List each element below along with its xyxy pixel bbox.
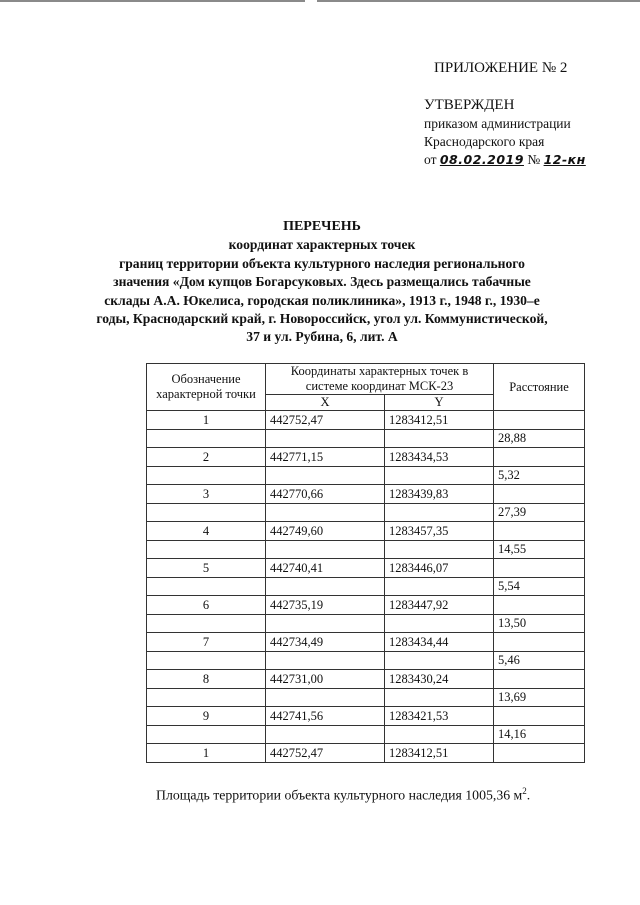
empty-cell: [494, 448, 585, 467]
table-row: [147, 744, 585, 763]
empty-cell: [266, 504, 385, 522]
empty-cell: [494, 411, 585, 430]
table-row: [147, 670, 585, 689]
x-value: 442734,49: [266, 633, 385, 652]
empty-cell: [494, 707, 585, 726]
distance-row: [147, 726, 585, 744]
point-label: 1: [147, 411, 266, 430]
table-row: [147, 559, 585, 578]
area-statement: [156, 786, 530, 804]
empty-cell: [385, 689, 494, 707]
distance-value: 14,55: [494, 541, 585, 559]
distance-value: 28,88: [494, 430, 585, 448]
date-prefix: от: [424, 152, 437, 167]
top-border-line: [0, 0, 640, 2]
area-superscript: 2: [522, 786, 527, 796]
empty-cell: [147, 541, 266, 559]
x-value: 442771,15: [266, 448, 385, 467]
distance-row: [147, 615, 585, 633]
empty-cell: [266, 615, 385, 633]
y-value: 1283457,35: [385, 522, 494, 541]
title-line: годы, Краснодарский край, г. Новороссийск, угол ул. Коммунистической,: [96, 311, 548, 327]
distance-row: [147, 504, 585, 522]
date-number-line: [424, 151, 586, 169]
x-value: 442749,60: [266, 522, 385, 541]
area-text: Площадь территории объекта культурного наследия 1005,36 м: [156, 787, 523, 803]
title-line: значения «Дом купцов Богарсуковых. Здесь размещались табачные: [113, 274, 531, 290]
distance-row: [147, 689, 585, 707]
x-value: 442741,56: [266, 707, 385, 726]
title-line: границ территории объекта культурного наследия регионального: [119, 255, 525, 271]
empty-cell: [266, 541, 385, 559]
title-line: склады А.А. Юкелиса, городская поликлиника», 1913 г., 1948 г., 1930–е: [104, 292, 540, 308]
distance-row: [147, 541, 585, 559]
distance-row: [147, 652, 585, 670]
empty-cell: [147, 504, 266, 522]
coordinates-table: [146, 363, 585, 763]
distance-row: [147, 578, 585, 596]
header-point: Обозначение характерной точки: [147, 364, 266, 411]
title-line: 37 и ул. Рубина, 6, лит. А: [246, 329, 398, 345]
point-label: 5: [147, 559, 266, 578]
title-main: ПЕРЕЧЕНЬ: [283, 219, 361, 234]
point-label: 3: [147, 485, 266, 504]
y-value: 1283446,07: [385, 559, 494, 578]
empty-cell: [385, 615, 494, 633]
x-value: 442735,19: [266, 596, 385, 615]
y-value: 1283412,51: [385, 411, 494, 430]
distance-value: 14,16: [494, 726, 585, 744]
empty-cell: [385, 726, 494, 744]
empty-cell: [494, 485, 585, 504]
empty-cell: [494, 744, 585, 763]
empty-cell: [266, 467, 385, 485]
empty-cell: [494, 596, 585, 615]
distance-value: 13,50: [494, 615, 585, 633]
y-value: 1283412,51: [385, 744, 494, 763]
x-value: 442752,47: [266, 744, 385, 763]
distance-value: 13,69: [494, 689, 585, 707]
order-line: приказом администрации: [424, 116, 571, 131]
distance-value: 27,39: [494, 504, 585, 522]
handwritten-number: 12-кн: [543, 152, 586, 167]
x-value: 442752,47: [266, 411, 385, 430]
empty-cell: [266, 689, 385, 707]
empty-cell: [494, 670, 585, 689]
empty-cell: [266, 652, 385, 670]
x-value: 442740,41: [266, 559, 385, 578]
distance-value: 5,54: [494, 578, 585, 596]
empty-cell: [147, 467, 266, 485]
point-label: 9: [147, 707, 266, 726]
header-y: Y: [385, 395, 494, 411]
point-label: 4: [147, 522, 266, 541]
y-value: 1283439,83: [385, 485, 494, 504]
handwritten-date: 08.02.2019: [439, 152, 524, 167]
empty-cell: [147, 726, 266, 744]
table-row: [147, 485, 585, 504]
distance-value: 5,32: [494, 467, 585, 485]
distance-value: 5,46: [494, 652, 585, 670]
empty-cell: [266, 578, 385, 596]
empty-cell: [147, 652, 266, 670]
empty-cell: [385, 541, 494, 559]
empty-cell: [147, 615, 266, 633]
y-value: 1283421,53: [385, 707, 494, 726]
empty-cell: [147, 430, 266, 448]
region-line: Краснодарского края: [424, 134, 545, 149]
distance-row: [147, 467, 585, 485]
y-value: 1283447,92: [385, 596, 494, 615]
empty-cell: [266, 726, 385, 744]
y-value: 1283430,24: [385, 670, 494, 689]
title-line: координат характерных точек: [228, 237, 416, 253]
empty-cell: [494, 559, 585, 578]
empty-cell: [494, 633, 585, 652]
empty-cell: [385, 467, 494, 485]
empty-cell: [385, 430, 494, 448]
header-distance: Расстояние: [494, 364, 585, 411]
x-value: 442731,00: [266, 670, 385, 689]
area-suffix: .: [526, 787, 531, 803]
table-row: [147, 596, 585, 615]
empty-cell: [266, 430, 385, 448]
point-label: 2: [147, 448, 266, 467]
point-label: 8: [147, 670, 266, 689]
empty-cell: [385, 504, 494, 522]
y-value: 1283434,53: [385, 448, 494, 467]
point-label: 6: [147, 596, 266, 615]
approval-block: [424, 96, 586, 169]
empty-cell: [147, 578, 266, 596]
distance-row: [147, 430, 585, 448]
table-row: [147, 707, 585, 726]
point-label: 7: [147, 633, 266, 652]
point-label: 1: [147, 744, 266, 763]
header-x: X: [266, 395, 385, 411]
appendix-label: ПРИЛОЖЕНИЕ № 2: [434, 60, 568, 76]
table-row: [147, 448, 585, 467]
approved-heading: УТВЕРЖДЕН: [424, 97, 515, 113]
document-title: [90, 218, 554, 347]
table-row: [147, 411, 585, 430]
empty-cell: [385, 652, 494, 670]
empty-cell: [385, 578, 494, 596]
y-value: 1283434,44: [385, 633, 494, 652]
header-coordinates: Координаты характерных точек в системе координат МСК-23: [266, 364, 494, 395]
empty-cell: [147, 689, 266, 707]
empty-cell: [494, 522, 585, 541]
x-value: 442770,66: [266, 485, 385, 504]
table-row: [147, 522, 585, 541]
number-label: №: [527, 152, 541, 167]
table-row: [147, 633, 585, 652]
